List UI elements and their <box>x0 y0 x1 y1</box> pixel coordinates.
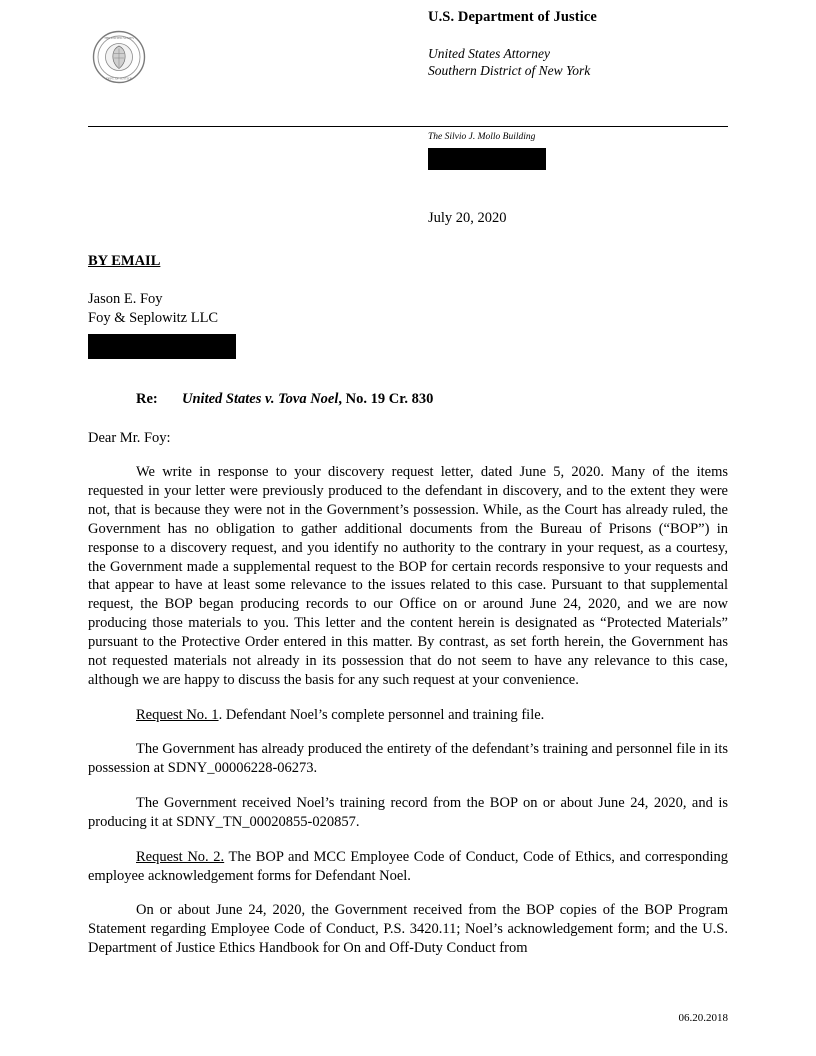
redacted-address-block <box>428 148 546 170</box>
request-1-text: . Defendant Noel’s complete personnel and training file. <box>218 706 545 723</box>
request-1-label: Request No. 1 <box>136 706 219 723</box>
redacted-recipient-address <box>88 334 236 359</box>
re-case-name: United States v. Tova Noel <box>182 391 339 408</box>
re-case-number: , No. 19 Cr. 830 <box>338 391 434 408</box>
doj-seal-icon <box>92 30 146 84</box>
re-label: Re: <box>136 391 158 408</box>
district-title: Southern District of New York <box>428 62 591 78</box>
letter-date: July 20, 2020 <box>428 210 507 226</box>
salutation: Dear Mr. Foy: <box>88 430 171 447</box>
request-2-heading <box>88 848 728 886</box>
body-paragraph-3: The Government received Noel’s training record from the BOP on or about June 24, 2020, and is producing it at SDNY_TN_00020855-020857. <box>88 795 728 830</box>
department-title: U.S. Department of Justice <box>428 9 597 25</box>
letterhead-divider <box>88 126 728 127</box>
recipient-block <box>88 290 728 365</box>
recipient-name: Jason E. Foy <box>88 291 163 307</box>
body-paragraph-4: On or about June 24, 2020, the Government received from the BOP copies of the BOP Program Statement regarding Employee Code of Conduct, P.S. 3420.11; Noel’s acknowledgement form; and the U.S. Department of Justice Ethics Handbook for On and Off-Duty Conduct from <box>88 902 728 957</box>
office-title: United States Attorney <box>428 45 550 61</box>
body-paragraph-1: We write in response to your discovery request letter, dated June 5, 2020. Many of the items requested in your letter were previously produced to the defendant in discovery, and to the extent they were not, that is because they were not in the Government’s possession. While, as the Court has already ruled, the Government has no obligation to gather additional documents from the Bureau of Prisons (“BOP”) in response to a discovery request, and you identify no authority to the contrary in your request, as a courtesy, the Government made a supplemental request to the BOP for certain records responsive to your requests and that appear to have at least some relevance to the issues related to this case. Pursuant to that supplemental request, the BOP began producing records to our Office on or around June 24, 2020, and we are now producing those materials to you. This letter and the content herein is designated as “Protected Materials” pursuant to the Protective Order entered in this matter. By contrast, as set forth herein, the Government has not requested materials not already in its possession that do not seem to have any relevance to this case, although we are happy to discuss the basis for any such request at your convenience. <box>88 464 728 688</box>
letterhead <box>88 0 728 120</box>
delivery-method: BY EMAIL <box>88 253 161 269</box>
address-block <box>88 132 728 194</box>
request-2-text: The BOP and MCC Employee Code of Conduct, Code of Ethics, and corresponding employee acknowledgement forms for Defendant Noel. <box>88 848 728 884</box>
request-2-label: Request No. 2. <box>136 848 225 865</box>
department-block <box>428 8 597 79</box>
re-line <box>88 391 728 408</box>
svg-text:THE UNITED STATES: THE UNITED STATES <box>104 36 134 41</box>
body-paragraph-2: The Government has already produced the entirety of the defendant’s training and personnel file in its possession at SDNY_00006228-06273. <box>88 741 728 777</box>
document-footer-revision: 06.20.2018 <box>678 1012 728 1024</box>
svg-text:DEPT. OF JUSTICE: DEPT. OF JUSTICE <box>106 76 132 81</box>
recipient-firm: Foy & Seplowitz LLC <box>88 310 219 327</box>
building-name: The Silvio J. Mollo Building <box>428 132 536 142</box>
request-1-heading <box>88 706 728 725</box>
